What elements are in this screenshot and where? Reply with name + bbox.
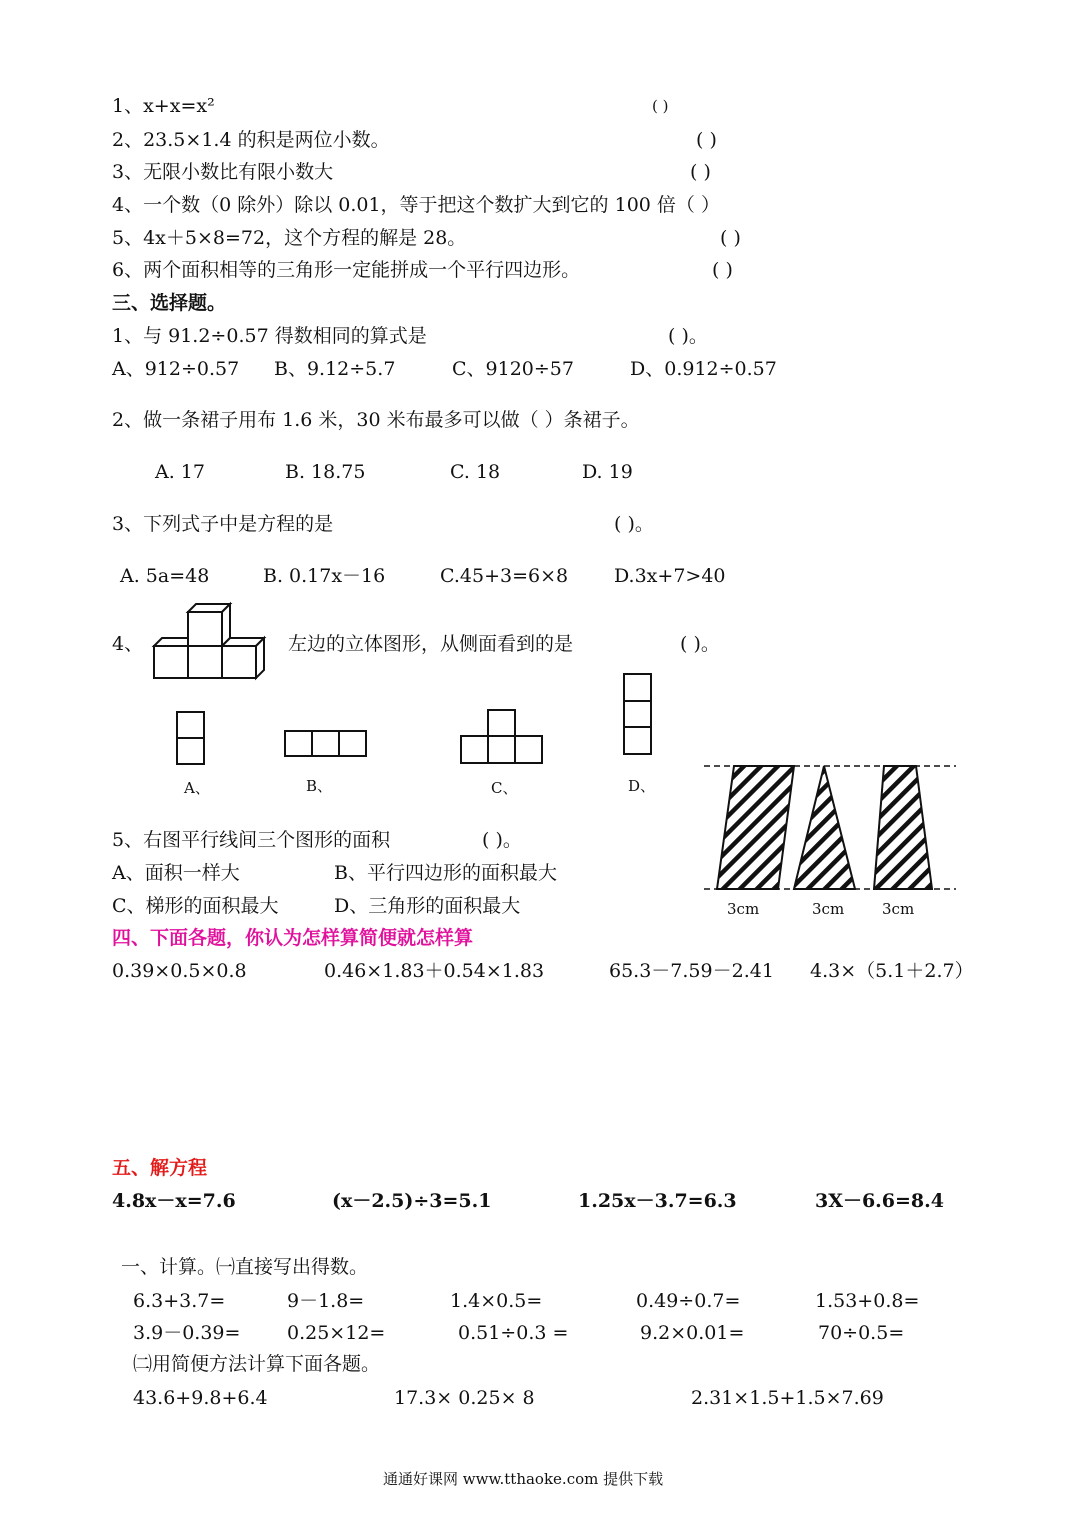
question-4: 左边的立体图形，从侧面看到的是	[288, 633, 574, 655]
option: A. 17	[155, 461, 205, 483]
equation: 4.8x－x=7.6	[112, 1190, 236, 1212]
judge-item-1: 1、x+x=x²	[112, 95, 215, 117]
option-a-figure	[176, 711, 206, 765]
equation: 3X－6.6=8.4	[815, 1190, 944, 1212]
calc-item: 9－1.8=	[287, 1290, 365, 1312]
section-heading: 四、下面各题，你认为怎样算简便就怎样算	[112, 927, 474, 949]
option: C.45+3=6×8	[440, 565, 569, 587]
option: D、三角形的面积最大	[334, 895, 521, 917]
option: B. 18.75	[285, 461, 366, 483]
figure-label: 3cm	[882, 900, 915, 918]
section-heading: 三、选择题。	[112, 292, 227, 314]
option-label: D、	[628, 777, 656, 795]
calc-item: 70÷0.5=	[818, 1322, 905, 1344]
option: C、9120÷57	[452, 358, 574, 380]
answer-paren: ( )。	[482, 829, 522, 851]
expression: 0.39×0.5×0.8	[112, 960, 247, 982]
calc-item: 17.3× 0.25× 8	[394, 1387, 535, 1409]
option-label: A、	[184, 779, 210, 797]
sub-heading: ㈡用简便方法计算下面各题。	[133, 1353, 381, 1375]
judge-item-5: 5、4x＋5×8=72，这个方程的解是 28。	[112, 227, 467, 249]
footer-text: 通通好课网 www.tthaoke.com 提供下载	[383, 1470, 664, 1488]
option-label: C、	[491, 779, 518, 797]
answer-paren: ( )	[696, 129, 717, 151]
section-heading: 一、计算。㈠直接写出得数。	[121, 1256, 369, 1278]
option: D. 19	[582, 461, 633, 483]
calc-item: 0.49÷0.7=	[636, 1290, 741, 1312]
cube-stack-figure	[154, 600, 266, 680]
parallel-lines-figure	[700, 756, 960, 894]
figure-label: 3cm	[727, 900, 760, 918]
option-c-figure	[460, 709, 544, 765]
calc-item: 43.6+9.8+6.4	[133, 1387, 268, 1409]
calc-item: 9.2×0.01=	[640, 1322, 745, 1344]
calc-item: 1.53+0.8=	[815, 1290, 920, 1312]
option: B. 0.17x－16	[263, 565, 386, 587]
judge-item-3: 3、无限小数比有限小数大	[112, 161, 334, 183]
question-4-number: 4、	[112, 633, 144, 655]
calc-item: 6.3+3.7=	[133, 1290, 226, 1312]
question-1: 1、与 91.2÷0.57 得数相同的算式是	[112, 325, 427, 347]
option-d-figure	[622, 673, 654, 757]
option: B、9.12÷5.7	[274, 358, 396, 380]
equation: 1.25x－3.7=6.3	[578, 1190, 737, 1212]
judge-item-2: 2、23.5×1.4 的积是两位小数。	[112, 129, 390, 151]
option: A. 5a=48	[120, 565, 210, 587]
option: B、平行四边形的面积最大	[334, 862, 557, 884]
judge-item-4: 4、一个数（0 除外）除以 0.01，等于把这个数扩大到它的 100 倍（ ）	[112, 194, 720, 216]
answer-paren: ( )	[712, 259, 733, 281]
question-2: 2、做一条裙子用布 1.6 米，30 米布最多可以做（ ）条裙子。	[112, 409, 640, 431]
answer-paren: ( )	[690, 161, 711, 183]
question-5: 5、右图平行线间三个图形的面积	[112, 829, 391, 851]
expression: 0.46×1.83＋0.54×1.83	[324, 960, 545, 982]
option-b-figure	[284, 729, 368, 759]
option-label: B、	[306, 777, 333, 795]
equation: (x－2.5)÷3=5.1	[332, 1190, 492, 1212]
calc-item: 3.9－0.39=	[133, 1322, 241, 1344]
calc-item: 0.51÷0.3 =	[458, 1322, 569, 1344]
answer-paren: ( )。	[668, 325, 708, 347]
calc-item: 1.4×0.5=	[450, 1290, 543, 1312]
answer-paren: ( )。	[680, 633, 720, 655]
option: D、0.912÷0.57	[630, 358, 777, 380]
option: C. 18	[450, 461, 501, 483]
option: A、912÷0.57	[112, 358, 240, 380]
answer-paren: ( )	[652, 97, 669, 115]
answer-paren: ( )	[720, 227, 741, 249]
expression: 4.3×（5.1＋2.7）	[810, 960, 974, 982]
calc-item: 0.25×12=	[287, 1322, 386, 1344]
section-heading: 五、解方程	[112, 1157, 208, 1179]
option: D.3x+7>40	[614, 565, 726, 587]
option: C、梯形的面积最大	[112, 895, 279, 917]
calc-item: 2.31×1.5+1.5×7.69	[691, 1387, 884, 1409]
expression: 65.3－7.59－2.41	[609, 960, 774, 982]
answer-paren: ( )。	[614, 513, 654, 535]
judge-item-6: 6、两个面积相等的三角形一定能拼成一个平行四边形。	[112, 259, 581, 281]
figure-label: 3cm	[812, 900, 845, 918]
question-3: 3、下列式子中是方程的是	[112, 513, 334, 535]
option: A、面积一样大	[112, 862, 240, 884]
